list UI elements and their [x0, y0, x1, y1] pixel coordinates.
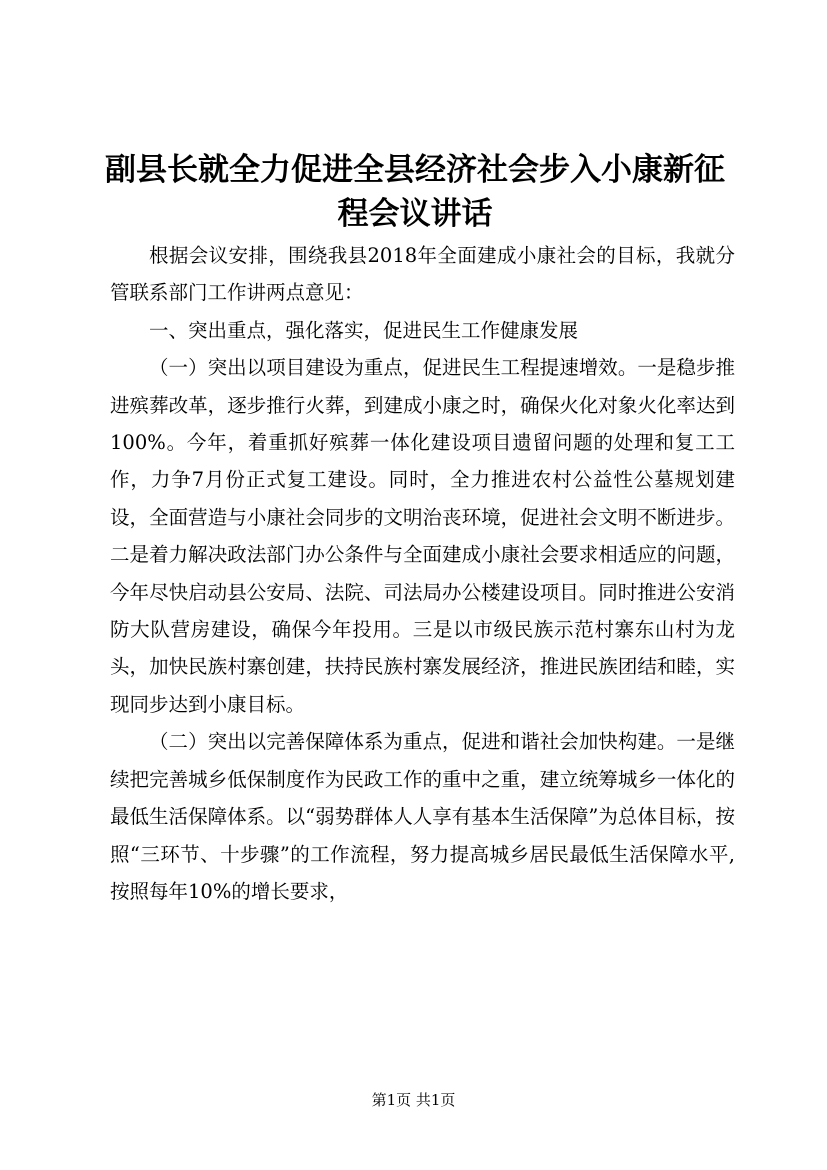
- page-footer: 第1页 共1页: [371, 1091, 456, 1109]
- paragraph: 一、突出重点，强化落实，促进民生工作健康发展: [149, 318, 579, 342]
- paragraph: 根据会议安排，围绕我县2018年全面建成小康社会的目标，我就分管联系部门工作讲两点意见：: [110, 244, 735, 305]
- document-body: [110, 237, 735, 910]
- paragraph: （一）突出以项目建设为重点，促进民生工程提速增效。一是稳步推进殡葬改革，逐步推行火葬，到建成小康之时，确保火化对象火化率达到100%。今年，着重抓好殡葬一体化建设项目遗留问题的处理和复工工作，力争7月份正式复工建设。同时，全力推进农村公益性公墓规划建设，全面营造与小康社会同步的文明治丧环境，促进社会文明不断进步。二是着力解决政法部门办公条件与全面建成小康社会要求相适应的问题，今年尽快启动县公安局、法院、司法局办公楼建设项目。同时推进公安消防大队营房建设，确保今年投用。三是以市级民族示范村寨东山村为龙头，加快民族村寨创建，扶持民族村寨发展经济，推进民族团结和睦，实现同步达到小康目标。: [110, 356, 735, 716]
- document-title: 副县长就全力促进全县经济社会步入小康新征程会议讲话: [105, 152, 725, 232]
- paragraph: （二）突出以完善保障体系为重点，促进和谐社会加快构建。一是继续把完善城乡低保制度作为民政工作的重中之重，建立统筹城乡一体化的最低生活保障体系。以“弱势群体人人享有基本生活保障”为总体目标，按照“三环节、十步骤”的工作流程，努力提高城乡居民最低生活保障水平,按照每年10%的增长要求，: [110, 730, 735, 903]
